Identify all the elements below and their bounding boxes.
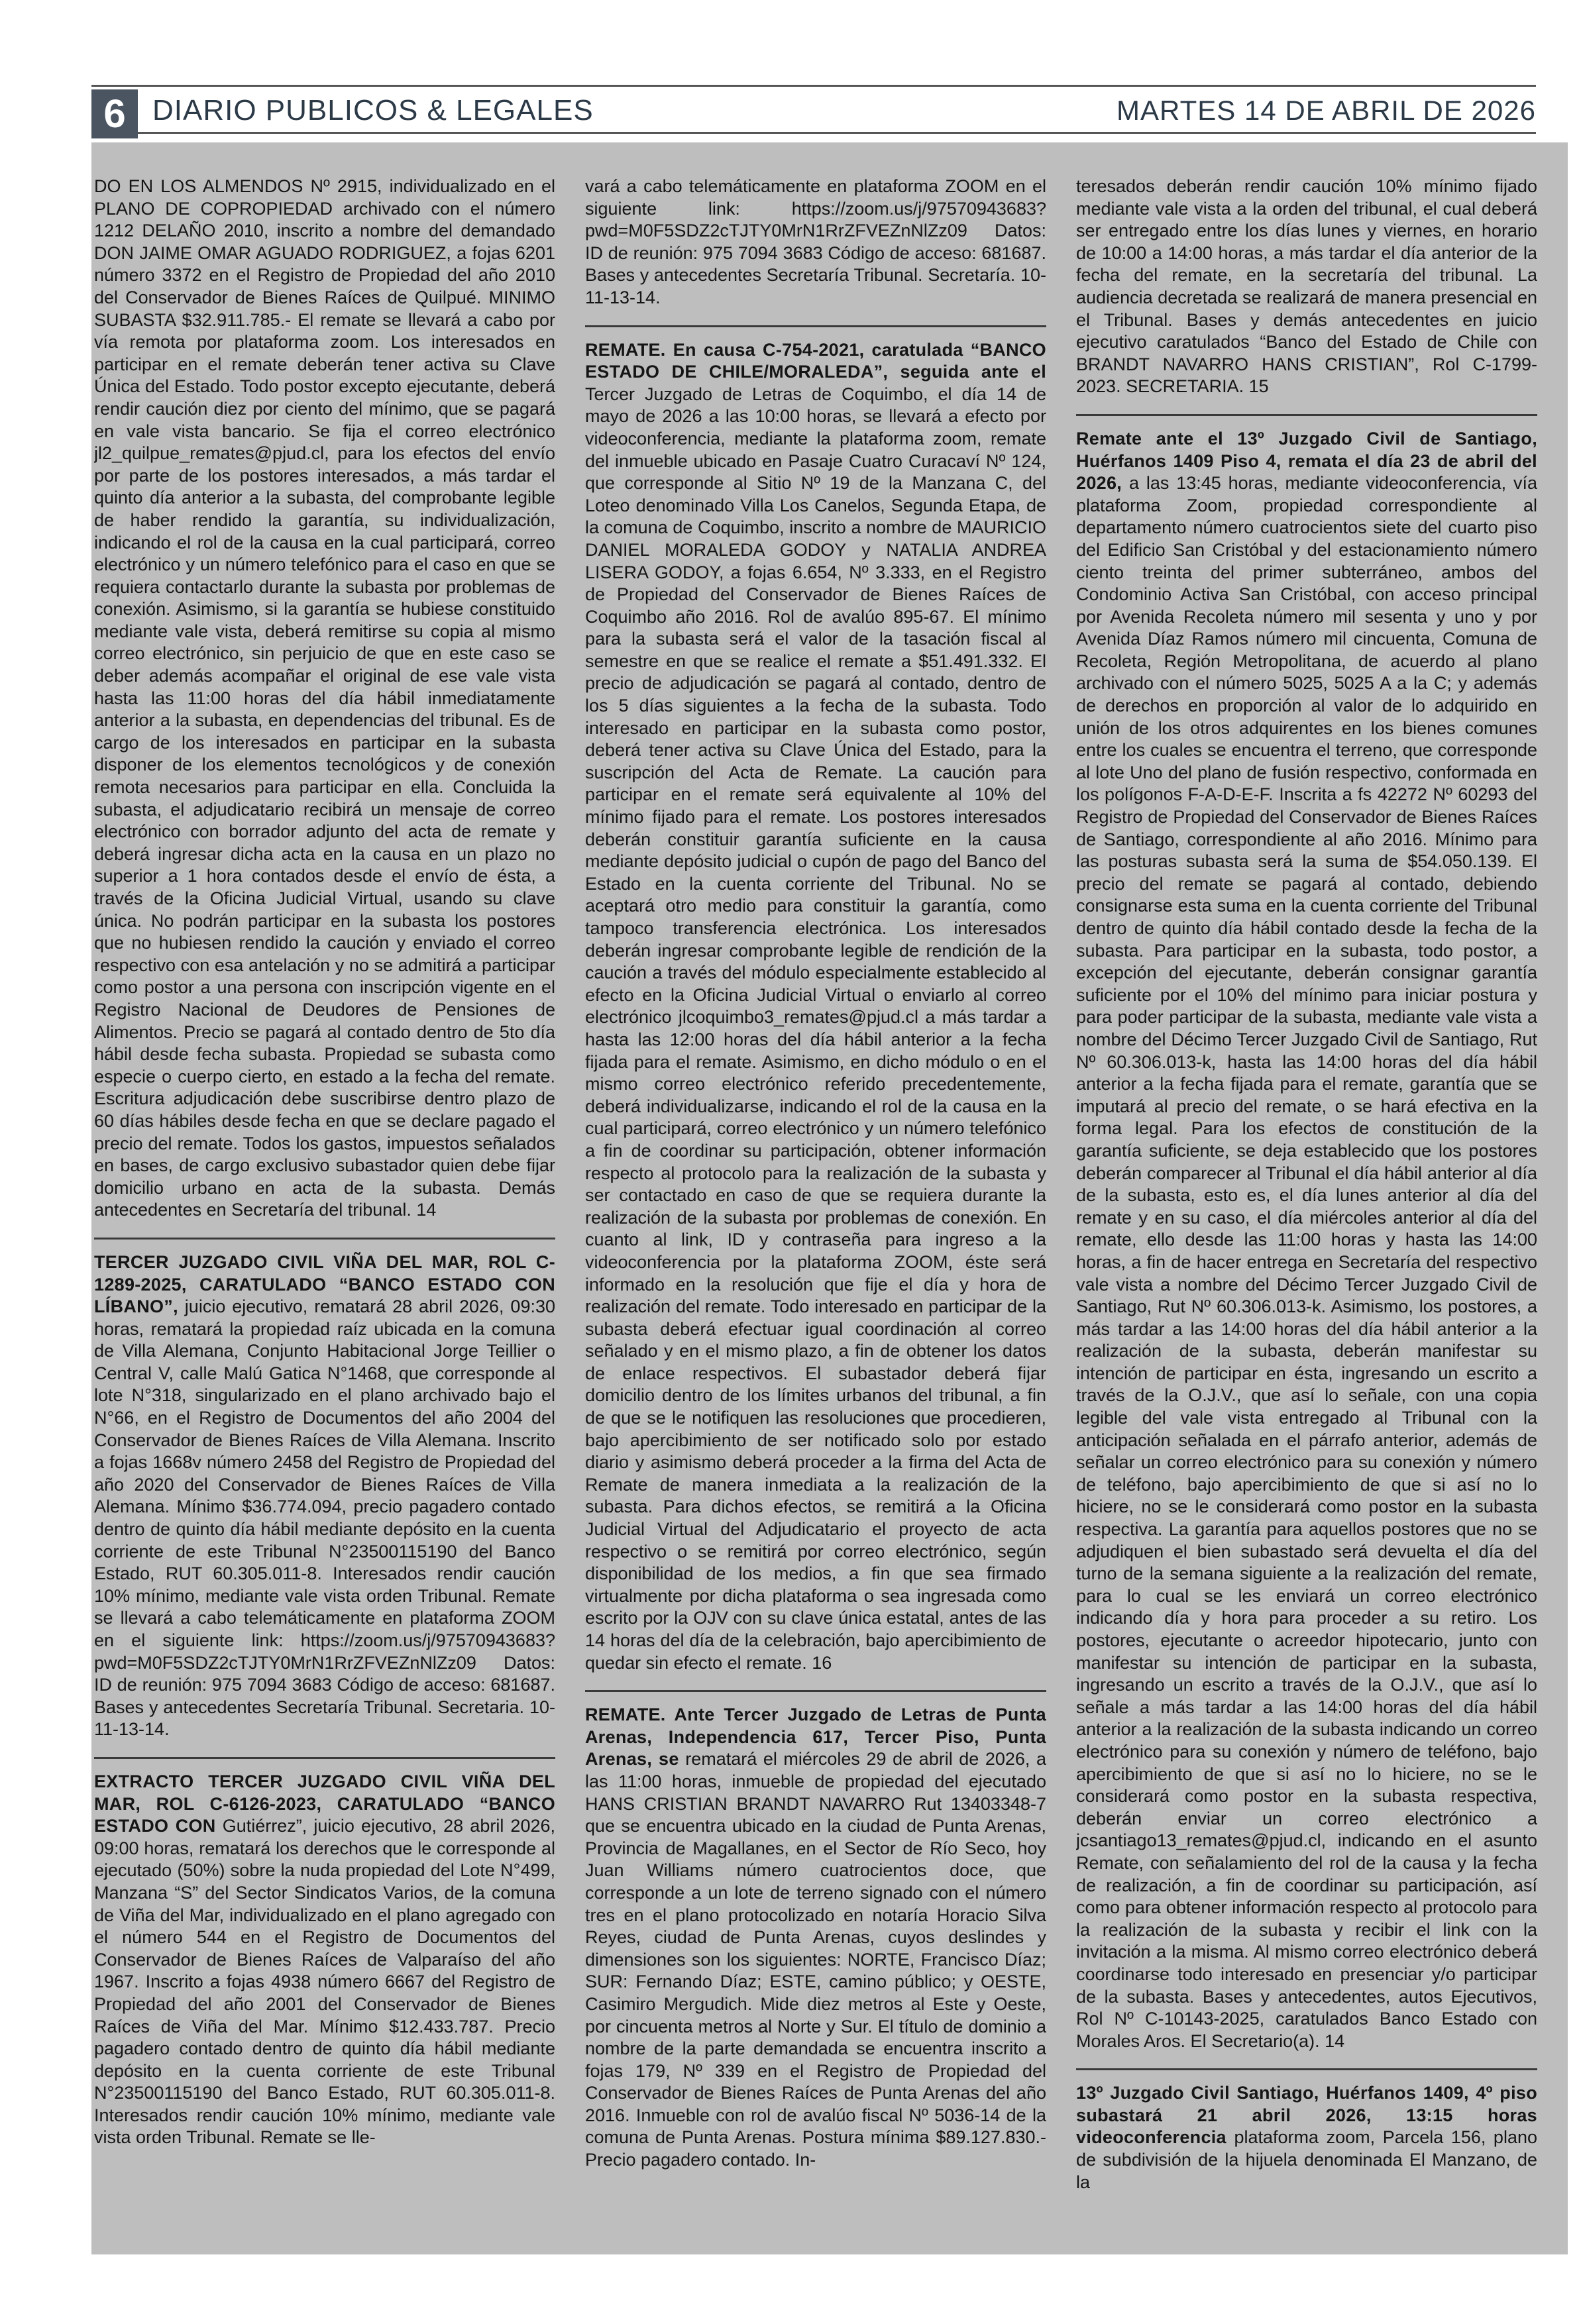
- notice-body: vará a cabo telemáticamente en plataforma ZOOM en el siguiente link: https://zoom.us/j/97570943683?pwd=M0F5SDZ2cTJTY0MrN1RrZFVEZnNlZz09 Datos: ID de reunión: 975 7094 3683 Código de acceso: 681687. Bases y antecedentes Secretaría Tribunal. Secretaría. 10-11-13-14.: [585, 176, 1046, 307]
- notice: [585, 1704, 1046, 2171]
- notice-body: teresados deberán rendir caución 10% mínimo fijado mediante vale vista a la orden del tribunal, el cual deberá ser entregado entre los días lunes y viernes, en horario de 10:00 a 14:00 horas, a más tardar el día anterior de la fecha del remate, en la secretaría del tribunal. La audiencia decretada se realizará de manera presencial en el Tribunal. Bases y demás antecedentes en juicio ejecutivo caratulados “Banco del Estado de Chile con BRANDT NAVARRO HANS CRISTIAN”, Rol C-1799-2023. SECRETARIA. 15: [1076, 176, 1537, 397]
- notice-separator: [1076, 2068, 1537, 2070]
- column-2: [585, 176, 1046, 2241]
- column-3: [1076, 176, 1537, 2241]
- page-header: [91, 85, 1536, 134]
- notice-lead: EXTRACTO TERCER JUZGADO CIVIL VIÑA DEL MAR, ROL C-6126-2023, CARATULADO “BANCO ESTADO CON: [94, 1771, 555, 1836]
- notice-separator: [94, 1238, 555, 1240]
- notice-body: Tercer Juzgado de Letras de Coquimbo, el día 14 de mayo de 2026 a las 10:00 horas, se llevará a efecto por videoconferencia, mediante la plataforma zoom, remate del inmueble ubicado en Pasaje Cuatro Curacaví Nº 124, que corresponde al Sitio Nº 19 de la Manzana C, del Loteo denominado Villa Los Canelos, Segunda Etapa, de la comuna de Coquimbo, inscrito a nombre de MAURICIO DANIEL MORALEDA GODOY y NATALIA ANDREA LISERA GODOY, a fojas 6.654, Nº 3.333, en el Registro de Propiedad del Conservador de Bienes Raíces de Coquimbo año 2016. Rol de avalúo 895-67. El mínimo para la subasta será el valor de la tasación fiscal al semestre en que se realice el remate a $51.491.332. El precio de adjudicación se pagará al contado, dentro de los 5 días siguientes a la fecha de la subasta. Todo interesado en participar en la subasta como postor, deberá tener activa su Clave Única del Estado, para la suscripción del Acta de Remate. La caución para participar en el remate será equivalente al 10% del mínimo fijado para el remate. Los postores interesados deberán constituir garantía suficiente en la causa mediante depósito judicial o cupón de pago del Banco del Estado en la cuenta corriente del Tribunal. No se aceptará otro medio para constituir la garantía, como tampoco transferencia electrónica. Los interesados deberán ingresar comprobante legible de rendición de la caución a través del módulo especialmente establecido al efecto en la Oficina Judicial Virtual o enviarlo al correo electrónico jlcoquimbo3_remates@pjud.cl a más tardar a hasta las 12:00 horas del día hábil anterior a la fecha fijada para el remate. Asimismo, en dicho módulo o en el mismo correo electrónico referido precedentemente, deberá individualizarse, indicando el rol de la causa en la cual participará, correo electrónico y un número telefónico a fin de coordinar su participación, obtener información respecto al protocolo para la realización de la subasta y ser contactado en caso de que se requiera durante la realización de la subasta por problemas de conexión. En cuanto al link, ID y contraseña para ingreso a la videoconferencia por la plataforma ZOOM, éste será informado en la resolución que fije el día y hora de realización del remate. Todo interesado en participar de la subasta deberá efectuar igual coordinación al correo señalado y en el mismo plazo, a fin de obtener los datos de enlace respectivos. El subastador deberá fijar domicilio dentro de los límites urbanos del tribunal, a fin de que se le notifiquen las resoluciones que procedieren, bajo apercibimiento de ser notificado solo por estado diario y asimismo deberá proceder a la firma del Acta de Remate de manera inmediata a la realización de la subasta. Para dichos efectos, se remitirá a la Oficina Judicial Virtual del Adjudicatario el proyecto de acta respectivo o se remitirá por correo electrónico, según disponibilidad de los medios, a fin que sea firmado virtualmente por dicha plataforma o sea ingresada como escrito por la OJV con su clave única estatal, antes de las 14 horas del día de la celebración, bajo apercibimiento de quedar sin efecto el remate. 16: [585, 384, 1046, 1673]
- notice-body: juicio ejecutivo, rematará 28 abril 2026, 09:30 horas, rematará la propiedad raíz ubicada en la comuna de Villa Alemana, Conjunto Habitacional Jorge Teillier o Central V, calle Malú Gatica N°1468, que corresponde al lote N°318, singularizado en el plano archivado bajo el N°66, en el Registro de Documentos del año 2004 del Conservador de Bienes Raíces de Villa Alemana. Inscrito a fojas 1668v número 2458 del Registro de Propiedad del año 2020 del Conservador de Bienes Raíces de Villa Alemana. Mínimo $36.774.094, precio pagadero contado dentro de quinto día hábil mediante depósito en la cuenta corriente de este Tribunal N°23500115190 del Banco Estado, RUT 60.305.011-8. Interesados rendir caución 10% mínimo, mediante vale vista orden Tribunal. Remate se llevará a cabo telemáticamente en plataforma ZOOM en el siguiente link: https://zoom.us/j/97570943683?pwd=M0F5SDZ2cTJTY0MrN1RrZFVEZnNlZz09 Datos: ID de reunión: 975 7094 3683 Código de acceso: 681687. Bases y antecedentes Secretaría Tribunal. Secretaria. 10-11-13-14.: [94, 1296, 555, 1740]
- column-1: [94, 176, 555, 2241]
- notice-separator: [585, 325, 1046, 327]
- page-number: 6: [91, 89, 138, 138]
- notice: [1076, 2082, 1537, 2193]
- notice-body: DO EN LOS ALMENDOS Nº 2915, individualizado en el PLANO DE COPROPIEDAD archivado con el número 1212 DELAÑO 2010, inscrito a nombre del demandado DON JAIME OMAR AGUADO RODRIGUEZ, a fojas 6201 número 3372 en el Registro de Propiedad del año 2010 del Conservador de Bienes Raíces de Quilpué. MINIMO SUBASTA $32.911.785.- El remate se llevará a cabo por vía remota por plataforma zoom. Los interesados en participar en el remate deberán tener activa su Clave Única del Estado. Todo postor excepto ejecutante, deberá rendir caución diez por ciento del mínimo, que se pagará en vale vista bancario. Se fija el correo electrónico jl2_quilpue_remates@pjud.cl, para los efectos del envío por parte de los postores interesados, a más tardar el quinto día anterior a la subasta, del comprobante legible de haber rendido la garantía, su individualización, indicando el rol de la causa en la cual participará, correo electrónico y un número telefónico para el caso en que se requiera contactarlo durante la subasta por problemas de conexión. Asimismo, si la garantía se hubiese constituido mediante vale vista, deberá remitirse su copia al mismo correo electrónico, sin perjuicio de que en este caso se deber además acompañar el original de ese vale vista hasta las 11:00 horas del día hábil inmediatamente anterior a la subasta, en dependencias del tribunal. Es de cargo de los interesados en participar en la subasta disponer de los elementos tecnológicos y de conexión remota necesarios para participar en ella. Concluida la subasta, el adjudicatario recibirá un mensaje de correo electrónico con borrador adjunto del acta de remate y deberá ingresar dicha acta en la causa en un plazo no superior a 1 hora contados desde el envío de ésta, a través de la Oficina Judicial Virtual, usando su clave única. No podrán participar en la subasta los postores que no hubiesen rendido la caución y enviado el correo respectivo con esa antelación y no se admitirá a participar como postor a una persona con inscripción vigente en el Registro Nacional de Deudores de Pensiones de Alimentos. Precio se pagará al contado dentro de 5to día hábil desde fecha subasta. Propiedad se subasta como especie o cuerpo cierto, en estado a la fecha del remate. Escritura adjudicación debe suscribirse dentro plazo de 60 días hábiles desde fecha en que se declare pagado el precio del remate. Todos los gastos, impuestos señalados en bases, de cargo exclusivo subastador quien debe fijar domicilio urbano en acta de la subasta. Demás antecedentes en Secretaría del tribunal. 14: [94, 176, 555, 1220]
- notice-lead: TERCER JUZGADO CIVIL VIÑA DEL MAR, ROL C-1289-2025, CARATULADO “BANCO ESTADO CON LÍBANO”,: [94, 1251, 555, 1317]
- notice-separator: [94, 1757, 555, 1759]
- notice-separator: [585, 1690, 1046, 1692]
- notice-body: rematará el miércoles 29 de abril de 2026, a las 11:00 horas, inmueble de propiedad del ejecutado HANS CRISTIAN BRANDT NAVARRO Rut 13403348-7 que se encuentra ubicado en la ciudad de Punta Arenas, Provincia de Magallanes, en el Sector de Río Seco, hoy Juan Williams número cuatrocientos doce, que corresponde a un lote de terreno signado con el número tres en el plano protocolizado en notaría Horacio Silva Reyes, ciudad de Punta Arenas, cuyos deslindes y dimensiones son los siguientes: NORTE, Francisco Díaz; SUR: Fernando Díaz; ESTE, camino público; y OESTE, Casimiro Mergudich. Mide diez metros al Este y Oeste, por cincuenta metros al Norte y Sur. El título de dominio a nombre de la parte demandada se encuentra inscrito a fojas 179, Nº 339 en el Registro de Propiedad del Conservador de Bienes Raíces de Punta Arenas del año 2016. Inmueble con rol de avalúo fiscal Nº 5036-14 de la comuna de Punta Arenas. Postura mínima $89.127.830.- Precio pagadero contado. In-: [585, 1749, 1046, 2170]
- notice-continuation: [94, 176, 555, 1222]
- notice-lead: Remate ante el 13º Juzgado Civil de Santiago, Huérfanos 1409 Piso 4, remata el día 23 de abril del 2026,: [1076, 428, 1537, 494]
- notice-continuation: [1076, 176, 1537, 398]
- notice-body: Gutiérrez”, juicio ejecutivo, 28 abril 2026, 09:00 horas, rematará los derechos que le corresponde al ejecutado (50%) sobre la nuda propiedad del Lote N°499, Manzana “S” del Sector Sindicatos Varios, de la comuna de Viña del Mar, individualizado en el plano agregado con el número 544 en el Registro de Documentos del Conservador de Bienes Raíces de Valparaíso del año 1967. Inscrito a fojas 4938 número 6667 del Registro de Propiedad del año 2001 del Conservador de Bienes Raíces de Viña del Mar. Mínimo $12.433.787. Precio pagadero contado dentro de quinto día hábil mediante depósito en la cuenta corriente de este Tribunal N°23500115190 del Banco Estado, RUT 60.305.011-8. Interesados rendir caución 10% mínimo, mediante vale vista orden Tribunal. Remate se lle-: [94, 1816, 555, 2148]
- notice-lead: REMATE. En causa C-754-2021, caratulada “BANCO ESTADO DE CHILE/MORALEDA”, seguida ante el: [585, 339, 1046, 382]
- notice-lead: 13º Juzgado Civil Santiago, Huérfanos 1409, 4º piso subastará 21 abril 2026, 13:15 horas videoconferencia: [1076, 2083, 1537, 2148]
- notice: [94, 1251, 555, 1741]
- notice: [94, 1771, 555, 2149]
- section-title: DIARIO PUBLICOS & LEGALES: [152, 94, 594, 127]
- notice-body: plataforma zoom, Parcela 156, plano de subdivisión de la hijuela denominada El Manzano, de la: [1076, 2127, 1537, 2192]
- notice: [1076, 428, 1537, 2052]
- notice-body: a las 13:45 horas, mediante videoconferencia, vía plataforma Zoom, propiedad correspondiente al departamento número cuatrocientos siete del cuarto piso del Edificio San Cristóbal y del estacionamiento número ciento treinta del primer subterráneo, ambos del Condominio Activa San Cristóbal, con acceso principal por Avenida Recoleta número mil sesenta y uno y por Avenida Díaz Ramos número mil cincuenta, Comuna de Recoleta, Región Metropolitana, de acuerdo al plano archivado con el número 5025, 5025 A a la C; y además de derechos en proporción al valor de lo adquirido en unión de los otros adquirentes en los bienes comunes entre los cuales se encuentra el terreno, que corresponde al lote Uno del plano de fusión respectivo, conformada en los polígonos F-A-D-E-F. Inscrita a fs 42272 Nº 60293 del Registro de Propiedad del Conservador de Bienes Raíces de Santiago, correspondiente al año 2016. Mínimo para las posturas subasta será la suma de $54.050.139. El precio del remate se pagará al contado, debiendo consignarse esta suma en la cuenta corriente del Tribunal dentro de quinto día hábil contado desde la fecha de la subasta. Para participar en la subasta, todo postor, a excepción del ejecutante, deberán consignar garantía suficiente por el 10% del mínimo para iniciar postura y para poder participar de la subasta, mediante vale vista a nombre del Décimo Tercer Juzgado Civil de Santiago, Rut Nº 60.306.013-k, hasta las 14:00 horas del día hábil anterior a la fecha fijada para el remate, garantía que se imputará al precio del remate, o se hará efectiva en la forma legal. Para los efectos de constitución de la garantía suficiente, se deja establecido que los postores deberán comparecer al Tribunal el día hábil anterior al día de la subasta, esto es, el día lunes anterior al día del remate y en su caso, el día miércoles anterior al día del remate, ello desde las 11:00 horas y hasta las 14:00 horas, a fin de hacer entrega en Secretaría del respectivo vale vista a nombre del Décimo Tercer Juzgado Civil de Santiago, Rut Nº 60.306.013-k. Asimismo, los postores, a más tardar a las 14:00 horas del día hábil anterior a la realización de la subasta, deberán manifestar su intención de participar en ésta, ingresando un escrito a través de la O.J.V., que así lo señale, con una copia legible del vale vista entregado al Tribunal con la anticipación señalada en el párrafo anterior, además de señalar un correo electrónico para su conexión y número de teléfono, bajo apercibimiento de que si así no lo hiciere, no se le considerará como postor en la subasta respectiva. La garantía para aquellos postores que no se adjudiquen el bien subastado será devuelta el día del turno de la semana siguiente a la realización del remate, para lo cual se les enviará un correo electrónico indicando día y hora para proceder a su retiro. Los postores, ejecutante o acreedor hipotecario, junto con manifestar su intención de participar en la subasta, ingresando un escrito a través de la O.J.V., que así lo señale a más tardar a las 14:00 horas del día hábil anterior a la realización de la subasta indicando un correo electrónico para su conexión y número de teléfono, bajo apercibimiento de que si así no lo hiciere, no se le considerará como postor en la subasta respectiva, deberán enviar un correo electrónico a jcsantiago13_remates@pjud.cl, indicando en el asunto Remate, con señalamiento del rol de la causa y la fecha de realización, a fin de coordinar su participación, así como para obtener información respecto al protocolo para la realización de la subasta y recibir el link con la invitación a la misma. Al mismo correo electrónico deberá coordinarse todo interesado en presenciar y/o participar de la subasta. Bases y antecedentes, autos Ejecutivos, Rol Nº C-10143-2025, caratulados Banco Estado con Morales Aros. El Secretario(a). 14: [1076, 473, 1537, 2051]
- notice-separator: [1076, 414, 1537, 416]
- notice: [585, 339, 1046, 1675]
- issue-date: MARTES 14 DE ABRIL DE 2026: [1117, 95, 1536, 126]
- notice-continuation: [585, 176, 1046, 309]
- notice-lead: REMATE. Ante Tercer Juzgado de Letras de Punta Arenas, Independencia 617, Tercer Piso, Punta Arenas, se: [585, 1705, 1046, 1769]
